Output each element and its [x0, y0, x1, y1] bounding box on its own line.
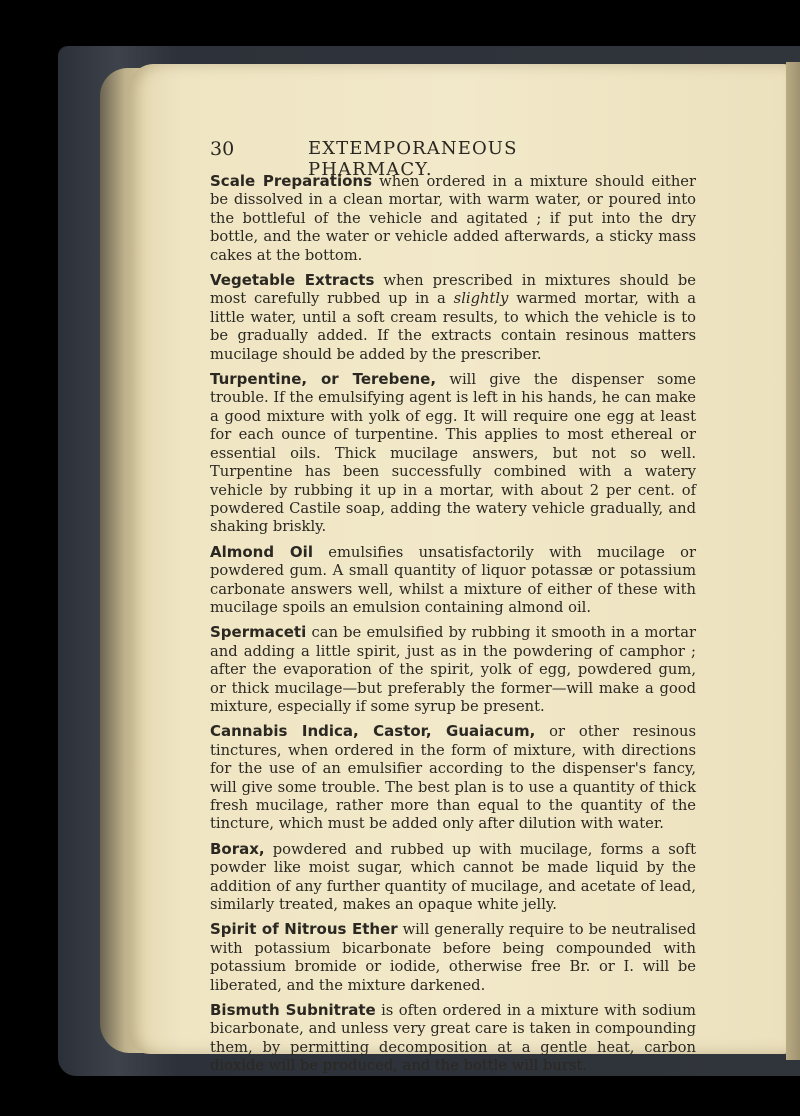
paragraph	[210, 840, 696, 915]
paragraph	[210, 543, 696, 618]
paragraph-term: Scale Preparations	[210, 172, 372, 190]
paragraph-pre: when prescribed in mixtures should be most carefully rubbed up in a	[210, 272, 696, 308]
paragraph	[210, 172, 696, 265]
paragraph-term: Cannabis Indica, Castor, Guaiacum,	[210, 722, 536, 741]
paragraph-text: or other resinous tinctures, when ordered in the form of mixture, with directions for the use of an emulsifier according to the dispenser's fancy, will give some trouble. The best plan is to use a quantity of thick fresh mucilage, rather more than equal to the quantity of the tincture, which must be added only after dilution with water.	[210, 723, 696, 833]
paragraph-text: warmed mortar, with a little water, until a soft cream results, to which the vehicle is to be gradually added. If the extracts contain resinous matters mucilage should be added by the prescriber.	[210, 290, 696, 363]
paragraph	[210, 920, 696, 995]
paragraph	[210, 623, 696, 716]
body-text	[210, 172, 696, 1082]
paragraph-term: Spirit of Nitrous Ether	[210, 920, 398, 939]
page-header	[210, 138, 610, 180]
paragraph	[210, 271, 696, 364]
paragraph-text: emulsifies unsatisfactorily with mucilage or powdered gum. A small quantity of liquor potassæ or potassium carbonate answers well, whilst a mixture of either of these with mucilage spoils an emulsion containing almond oil.	[210, 543, 697, 616]
paragraph-text: can be emulsified by rubbing it smooth in a mortar and adding a little spirit, just as in the powdering of camphor ; after the evaporation of the spirit, yolk of egg, powdered gum, or thick mucilage—but preferably the former—will make a good mixture, especially if some syrup be present.	[210, 624, 696, 715]
paragraph-term: Spermaceti	[210, 623, 307, 642]
paragraph	[210, 370, 696, 537]
paragraph-text: is often ordered in a mixture with sodium bicarbonate, and unless very great care is taken in compounding them, by permitting decomposition at a gentle heat, carbon dioxide will be produced, and the bottle will burst.	[210, 1002, 696, 1075]
paragraph-term: Vegetable Extracts	[210, 271, 375, 290]
paragraph-term: Almond Oil	[210, 542, 313, 561]
running-head: EXTEMPORANEOUS PHARMACY.	[308, 138, 518, 180]
paragraph-text: will generally require to be neutralised with potassium bicarbonate before being compounded with potassium bromide or iodide, otherwise free Br. or I. will be liberated, and the mixture darkened.	[210, 921, 696, 994]
paragraph-term: Bismuth Subnitrate	[210, 1001, 376, 1020]
page-edge	[786, 62, 800, 1060]
paragraph-term: Borax,	[210, 839, 265, 858]
paragraph-text: when ordered in a mixture should either be dissolved in a clean mortar, with warm water, or poured into the bottleful of the vehicle and agitated ; if put into the dry bottle, and the water or vehicle added afterwards, a sticky mass cakes at the bottom.	[210, 173, 696, 264]
paragraph-emphasis: slightly	[453, 290, 509, 308]
paragraph	[210, 1001, 696, 1076]
paragraph-text: powdered and rubbed up with mucilage, forms a soft powder like moist sugar, which cannot be made liquid by the addition of any further quantity of mucilage, and acetate of lead, similarly treated, makes an opaque white jelly.	[210, 840, 696, 914]
paragraph-text: will give the dispenser some trouble. If the emulsifying agent is left in his hands, he can make a good mixture with yolk of egg. It will require one egg at least for each ounce of turpentine. This applies to most ethereal or essential oils. Thick mucilage answers, but not so well. Turpentine has been successfully combined with a watery vehicle by rubbing it up in a mortar, with about 2 per cent. of powdered Castile soap, adding the watery vehicle gradually, and shaking briskly.	[210, 371, 696, 536]
page-number: 30	[210, 138, 235, 160]
paragraph	[210, 722, 696, 833]
paragraph-term: Turpentine, or Terebene,	[210, 370, 437, 389]
